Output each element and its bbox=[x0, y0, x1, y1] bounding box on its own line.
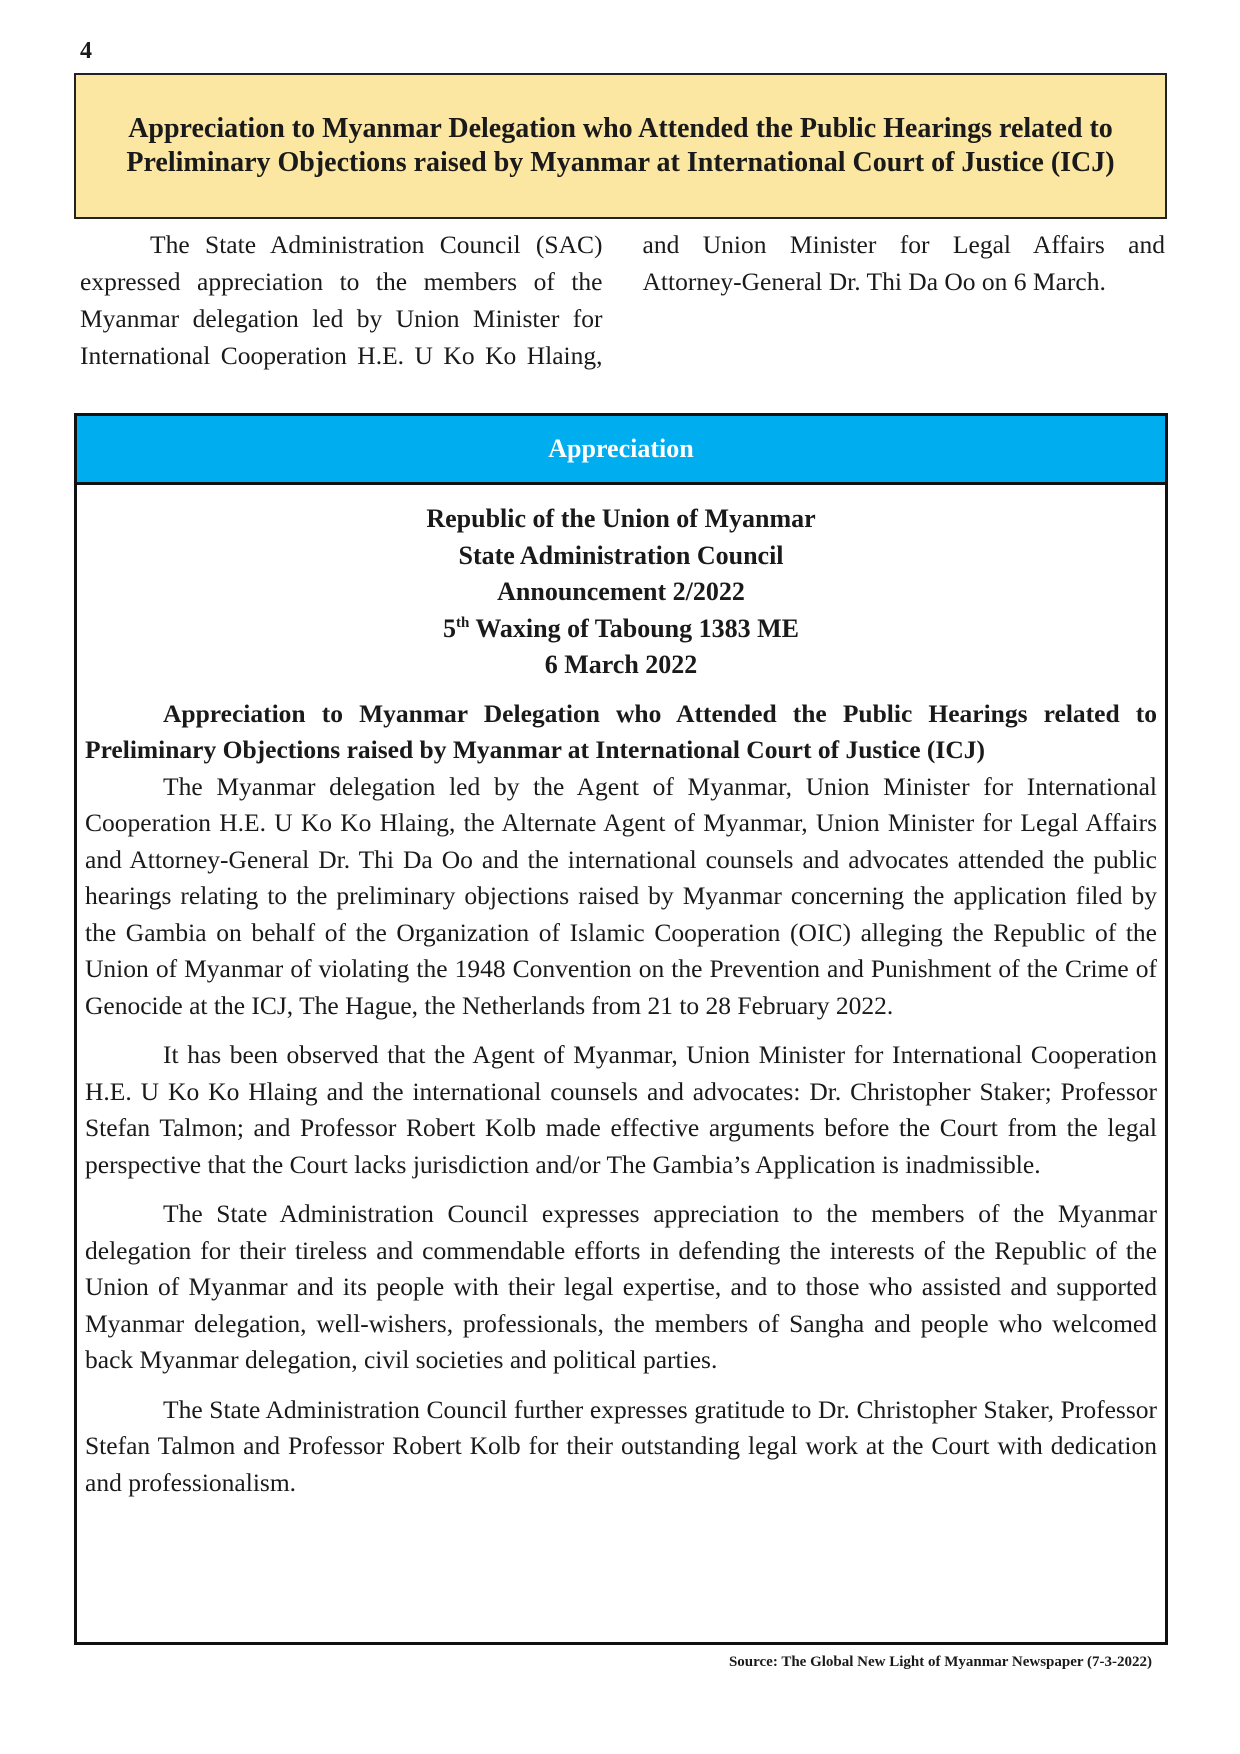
lunar-day-suffix: th bbox=[455, 614, 470, 631]
lunar-month-year: Waxing of Taboung 1383 ME bbox=[469, 613, 800, 643]
intro-text bbox=[80, 226, 1165, 406]
lunar-day: 5 bbox=[442, 613, 456, 643]
announcement-box bbox=[74, 413, 1168, 1645]
country-name: Republic of the Union of Myanmar bbox=[426, 504, 816, 533]
lunar-date bbox=[77, 611, 1165, 648]
council-name: State Administration Council bbox=[458, 540, 784, 570]
intro-paragraph: The State Administration Council (SAC) expressed appreciation to the members of the Myanmar delegation led by Union Minister for International Cooperation H.E. U Ko Ko Hlaing, and Union Minister for Legal Affairs and Attorney-General Dr. Thi Da Oo on 6 March. bbox=[80, 230, 1165, 370]
announcement-header bbox=[77, 501, 1165, 684]
page-number: 4 bbox=[80, 38, 92, 64]
article-title: Appreciation to Myanmar Delegation who Attended the Public Hearings related to Preliminary Objections raised by Myanmar at International Court of Justice (ICJ) bbox=[126, 113, 1115, 178]
appreciation-band: Appreciation bbox=[77, 416, 1165, 485]
announcement-number: Announcement 2/2022 bbox=[497, 577, 745, 606]
article-title-box bbox=[74, 73, 1167, 219]
body-paragraph-2: It has been observed that the Agent of Myanmar, Union Minister for International Cooperation H.E. U Ko Ko Hlaing and the international counsels and advocates: Dr. Christopher Staker; Professor Stefan Talmon; and Professor Robert Kolb made effective arguments before the Court from the legal perspective that the Court lacks jurisdiction and/or The Gambia’s Application is inadmissible. bbox=[85, 1040, 1157, 1179]
body-paragraph-4: The State Administration Council further expresses gratitude to Dr. Christopher Staker, Professor Stefan Talmon and Professor Robert Kolb for their outstanding legal work at the Court with dedication and professionalism. bbox=[85, 1394, 1157, 1497]
announcement-body bbox=[77, 696, 1165, 1502]
body-paragraph-3: The State Administration Council expresses appreciation to the members of the Myanmar delegation for their tireless and commendable efforts in defending the interests of the Republic of the Union of Myanmar and its people with their legal expertise, and to those who assisted and supported Myanmar delegation, well-wishers, professionals, the members of Sangha and people who welcomed back Myanmar delegation, civil societies and political parties. bbox=[85, 1199, 1157, 1374]
source-credit: Source: The Global New Light of Myanmar Newspaper (7-3-2022) bbox=[728, 1654, 1152, 1670]
body-paragraph-1: The Myanmar delegation led by the Agent of Myanmar, Union Minister for International Cooperation H.E. U Ko Ko Hlaing, the Alternate Agent of Myanmar, Union Minister for Legal Affairs and Attorney-General Dr. Thi Da Oo and the international counsels and advocates attended the public hearings relating to the preliminary objections raised by Myanmar concerning the application filed by the Gambia on behalf of the Organization of Islamic Cooperation (OIC) alleging the Republic of the Union of Myanmar of violating the 1948 Convention on the Prevention and Punishment of the Crime of Genocide at the ICJ, The Hague, the Netherlands from 21 to 28 February 2022. bbox=[85, 771, 1157, 1020]
announcement-subject: Appreciation to Myanmar Delegation who Attended the Public Hearings related to Preliminary Objections raised by Myanmar at International Court of Justice (ICJ) bbox=[85, 698, 1157, 764]
announcement-date: 6 March 2022 bbox=[544, 650, 698, 679]
